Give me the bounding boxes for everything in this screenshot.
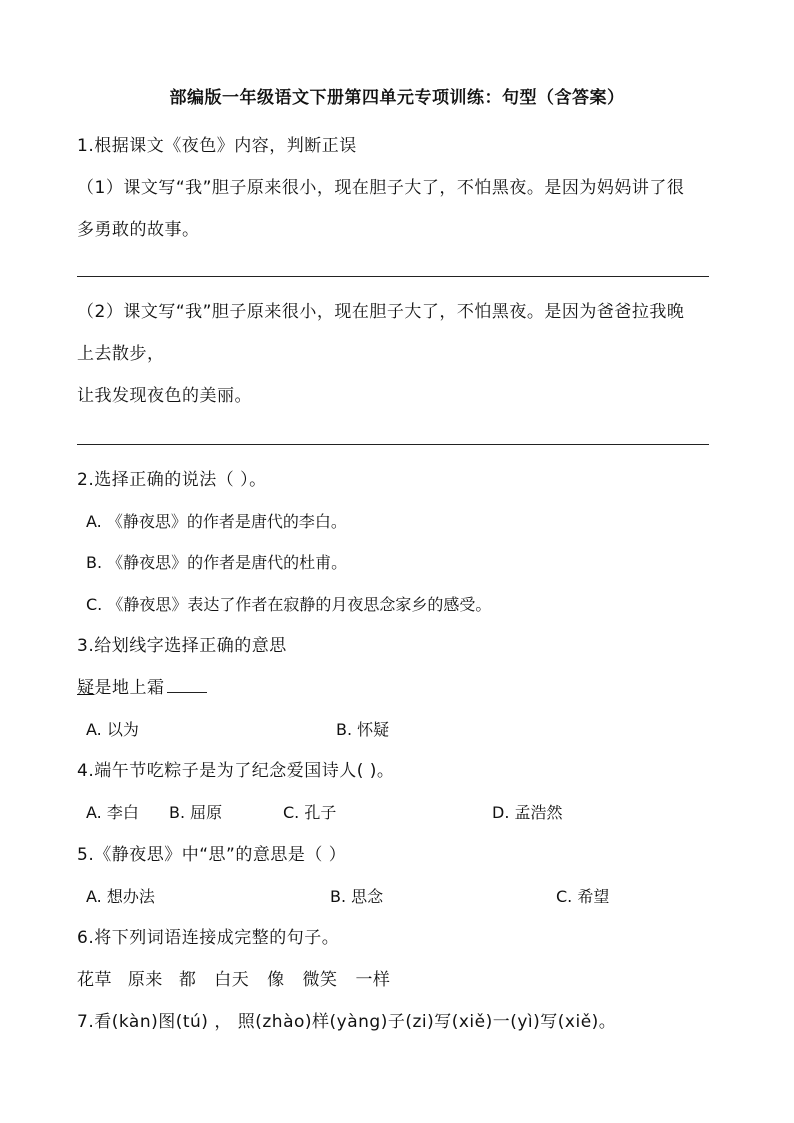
q1-stem: 1.根据课文《夜色》内容，判断正误: [77, 136, 357, 156]
q6-word[interactable]: 原来: [127, 970, 163, 990]
q3-option-a[interactable]: A. 以为: [86, 720, 139, 739]
q5-stem: 5.《静夜思》中“思”的意思是（ ）: [77, 845, 347, 865]
q3-stem: 3.给划线字选择正确的意思: [77, 636, 287, 656]
q1-statement-1-line-1: （1）课文写“我”胆子原来很小，现在胆子大了，不怕黑夜。是因为妈妈讲了很: [77, 178, 685, 198]
q6-word[interactable]: 微笑: [302, 970, 338, 990]
q3-answer-blank[interactable]: [167, 676, 207, 693]
page-title: 部编版一年级语文下册第四单元专项训练：句型（含答案）: [169, 88, 625, 108]
q3-underlined-char: 疑: [77, 678, 95, 698]
q4-option-b[interactable]: B. 屈原: [169, 803, 223, 822]
q2-stem: 2.选择正确的说法（ ）。: [77, 470, 267, 490]
q1-answer-line-2[interactable]: [77, 444, 709, 445]
q1-statement-2-line-3: 让我发现夜色的美丽。: [77, 386, 252, 406]
q1-statement-1-line-2: 多勇敢的故事。: [77, 220, 200, 240]
q6-word[interactable]: 一样: [355, 970, 391, 990]
q6-word[interactable]: 白天: [214, 970, 250, 990]
q6-word[interactable]: 都: [178, 970, 197, 990]
q6-word[interactable]: 花草: [77, 970, 112, 990]
q2-option-b[interactable]: B. 《静夜思》的作者是唐代的杜甫。: [86, 553, 348, 572]
q4-option-c[interactable]: C. 孔子: [283, 803, 337, 822]
q4-stem: 4.端午节吃粽子是为了纪念爱国诗人( )。: [77, 761, 395, 781]
q3-line: [77, 676, 207, 700]
q4-option-d[interactable]: D. 孟浩然: [492, 803, 563, 822]
q5-option-b[interactable]: B. 思念: [330, 887, 384, 906]
q7-stem: 7.看(kàn)图(tú) ， 照(zhào)样(yàng)子(zi)写(xiě)一(yì)写(xiě)。: [77, 1012, 617, 1032]
q2-option-a[interactable]: A. 《静夜思》的作者是唐代的李白。: [86, 512, 347, 531]
q6-stem: 6.将下列词语连接成完整的句子。: [77, 928, 340, 948]
q4-option-a[interactable]: A. 李白: [86, 803, 139, 822]
q5-option-a[interactable]: A. 想办法: [86, 887, 155, 906]
q6-word[interactable]: 像: [267, 970, 285, 990]
q5-option-c[interactable]: C. 希望: [556, 887, 610, 906]
q3-option-b[interactable]: B. 怀疑: [336, 720, 390, 739]
q1-statement-2-line-2: 上去散步，: [77, 344, 165, 364]
q3-line-rest: 是地上霜: [94, 678, 165, 698]
q1-answer-line-1[interactable]: [77, 276, 709, 277]
q6-word-list: [77, 968, 390, 992]
q2-option-c[interactable]: C. 《静夜思》表达了作者在寂静的月夜思念家乡的感受。: [86, 595, 492, 614]
q1-statement-2-line-1: （2）课文写“我”胆子原来很小，现在胆子大了，不怕黑夜。是因为爸爸拉我晚: [77, 302, 685, 322]
